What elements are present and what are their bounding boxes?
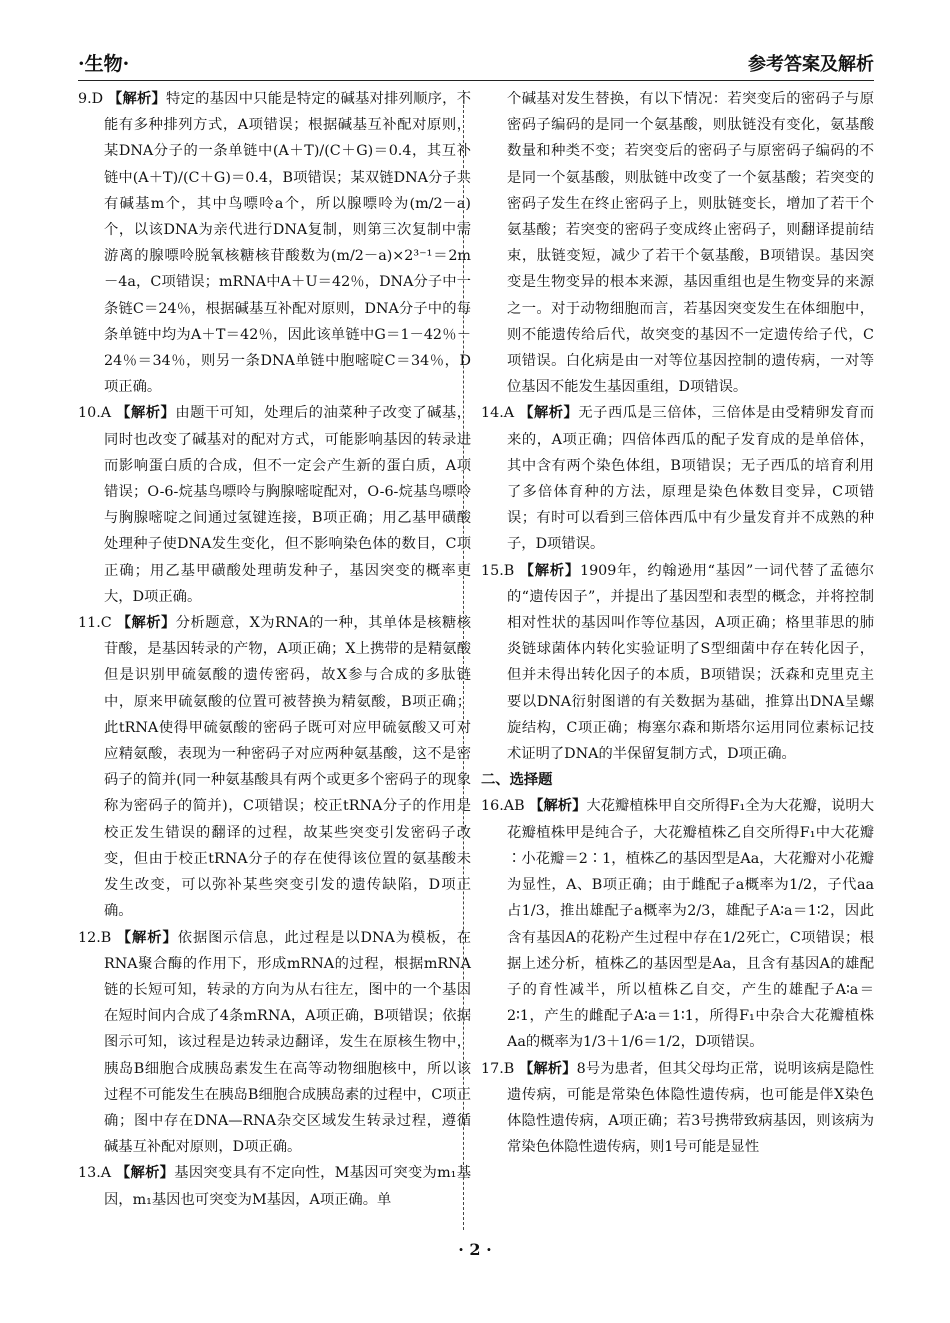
header-title: 参考答案及解析 [748, 54, 874, 75]
answer-item-13-continued: 个碱基对发生替换，有以下情况：若突变后的密码子与原密码子编码的是同一个氨基酸，则肽链没有变化，氨基酸数量和种类不变；若突变后的密码子与原密码子编码的不是同一个氨基酸，则肽链中改变了一个氨基酸；若突变的密码子发生在终止密码子上，则肽链变长，增加了若干个氨基酸；若突变的密码子变成终止密码子，则翻译提前结束，肽链变短，减少了若干个氨基酸，B项错误。基因突变是生物变异的根本来源，基因重组也是生物变异的来源之一。对于动物细胞而言，若基因突变发生在体细胞中，则不能遗传给后代，故突变的基因不一定遗传给子代，C项错误。白化病是由一对等位基因控制的遗传病，一对等位基因不能发生基因重组，D项错误。 [507, 91, 874, 396]
left-column [78, 86, 471, 1213]
right-column [481, 86, 874, 1160]
answer-item-12: 12.B 【解析】依据图示信息，此过程是以DNA为模板，在RNA聚合酶的作用下，形成mRNA的过程，根据mRNA链的长短可知，转录的方向为从右往左，图中的一个基因在短时间内合成了4条mRNA，A项正确，B项错误；依据图示可知，该过程是边转录边翻译，发生在原核生物中，胰岛B细胞合成胰岛素发生在高等动物细胞核中，所以该过程不可能发生在胰岛B细胞合成胰岛素的过程中，C项正确；图中存在DNA—RNA杂交区域发生转录过程，遵循碱基互补配对原则，D项正确。 [78, 929, 472, 1156]
answer-item-10: 10.A 【解析】由题干可知，处理后的油菜种子改变了碱基，同时也改变了碱基对的配对方式，可能影响基因的转录进而影响蛋白质的合成，但不一定会产生新的蛋白质，A项错误；O-6-烷基鸟嘌呤与胸腺嘧啶配对，O-6-烷基鸟嘌呤与胸腺嘧啶之间通过氢键连接，B项正确；用乙基甲磺酸处理种子使DNA发生变化，但不影响染色体的数目，C项正确；用乙基甲磺酸处理萌发种子，基因突变的概率更大，D项正确。 [78, 405, 472, 605]
column-divider [463, 90, 464, 1230]
answer-item-13: 13.A 【解析】基因突变具有不定向性，M基因可突变为m₁基因，m₁基因也可突变为M基因，A项正确。单 [78, 1165, 472, 1208]
page-number: · 2 · [458, 1240, 492, 1259]
answer-item-14: 14.A 【解析】无子西瓜是三倍体，三倍体是由受精卵发育而来的，A项正确；四倍体西瓜的配子发育成的是单倍体，其中含有两个染色体组，B项错误；无子西瓜的培育利用了多倍体育种的方法，原理是染色体数目变异，C项错误；有时可以看到三倍体西瓜中有少量发育并不成熟的种子，D项错误。 [481, 405, 875, 553]
answer-item-11: 11.C 【解析】分析题意，X为RNA的一种，其单体是核糖核苷酸，是基因转录的产物，A项正确；X上携带的是精氨酸但是识别甲硫氨酸的遗传密码，故X参与合成的多肽链中，原来甲硫氨酸的位置可被替换为精氨酸，B项正确；此tRNA使得甲硫氨酸的密码子既可对应甲硫氨酸又可对应精氨酸，表现为一种密码子对应两种氨基酸，这不是密码子的简并(同一种氨基酸具有两个或更多个密码子的现象称为密码子的简并)，C项错误；校正tRNA分子的作用是校正发生错误的翻译的过程，故某些突变引发密码子改变，但由于校正tRNA分子的存在使得该位置的氨基酸未发生改变，可以弥补某些突变引发的遗传缺陷，D项正确。 [78, 615, 472, 920]
section-title: 二、选择题 [481, 772, 553, 789]
answer-item-15: 15.B 【解析】1909年，约翰逊用“基因”一词代替了孟德尔的“遗传因子”，并提出了基因型和表型的概念，并将控制相对性状的基因叫作等位基因，A项正确；格里菲思的肺炎链球菌体内转化实验证明了S型细菌中存在转化因子，但并未得出转化因子的本质，B项错误；沃森和克里克主要以DNA衍射图谱的有关数据为基础，推算出DNA呈螺旋结构，C项正确；梅塞尔森和斯塔尔运用同位素标记技术证明了DNA的半保留复制方式，D项正确。 [481, 562, 874, 763]
subject-label: ·生物· [78, 53, 130, 75]
answer-item-17: 17.B 【解析】8号为患者，但其父母均正常，说明该病是隐性遗传病，可能是常染色体隐性遗传病，也可能是伴X染色体隐性遗传病，A项正确；若3号携带致病基因，则该病为常染色体隐性遗传病，则1号可能是显性 [481, 1060, 875, 1156]
answer-item-9: 9.D 【解析】特定的基因中只能是特定的碱基对排列顺序，不能有多种排列方式，A项错误；根据碱基互补配对原则，某DNA分子的一条单链中(A＋T)/(C＋G)＝0.4，其互补链中(A＋T)/(C＋G)＝0.4，B项错误；某双链DNA分子共有碱基m个，其中鸟嘌呤a个，所以腺嘌呤为(m/2－a)个，以该DNA为亲代进行DNA复制，则第三次复制中需游离的腺嘌呤脱氧核糖核苷酸数为(m/2－a)×2³⁻¹＝2m－4a，C项错误；mRNA中A＋U＝42％，DNA分子中一条链C＝24％，根据碱基互补配对原则，DNA分子中的每条单链中均为A＋T＝42％，因此该单链中G＝1－42％－24％＝34％，则另一条DNA单链中胞嘧啶C＝34％，D项正确。 [78, 91, 472, 396]
answer-item-16: 16.AB 【解析】大花瓣植株甲自交所得F₁全为大花瓣，说明大花瓣植株甲是纯合子，大花瓣植株乙自交所得F₁中大花瓣∶小花瓣＝2∶1，植株乙的基因型是Aa，大花瓣对小花瓣为显性，A、B项正确；由于雌配子a概率为1/2，子代aa占1/3，推出雄配子a概率为2/3，雄配子A∶a＝1∶2，因此含有基因A的花粉产生过程中存在1/2死亡，C项错误；根据上述分析，植株乙的基因型是Aa，且含有基因A的雄配子的育性减半，所以植株乙自交，产生的雄配子A∶a＝2∶1，产生的雌配子A∶a＝1∶1，所得F₁中杂合大花瓣植株Aa的概率为1/3＋1/6＝1/2，D项错误。 [481, 798, 874, 1051]
page-header [78, 50, 874, 81]
